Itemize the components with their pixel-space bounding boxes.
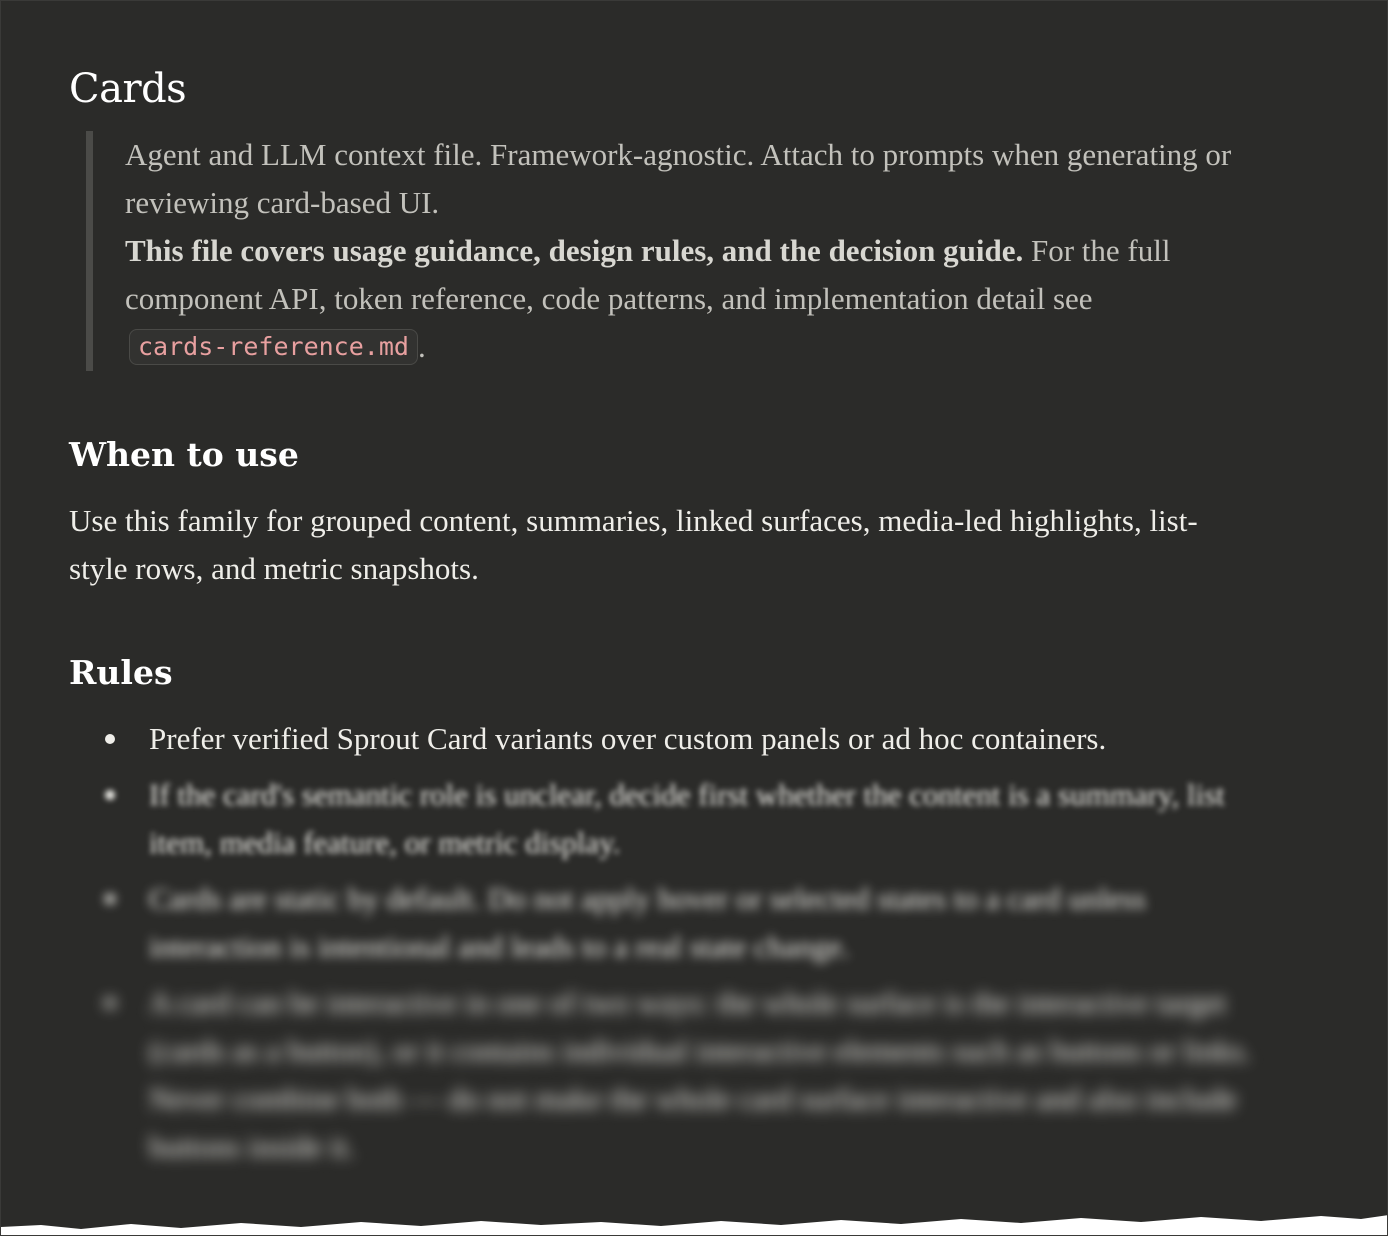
bullet-icon [105,894,115,904]
rules-list [69,715,1269,1171]
rules-heading: Rules [69,653,173,692]
intro-blockquote [69,131,1305,371]
when-to-use-heading: When to use [69,435,299,474]
list-item [69,715,1269,763]
reference-file-code: cards-reference.md [129,329,418,365]
rule-text: Prefer verified Sprout Card variants over custom panels or ad hoc containers. [149,721,1107,756]
rule-text: Cards are static by default. Do not apply hover or selected states to a card unless interaction is intentional and leads to a real state change. [149,881,1146,964]
blockquote-bar [86,131,93,371]
list-item [69,771,1269,867]
rule-text: If the card's semantic role is unclear, decide first whether the content is a summary, list item, media feature, or metric display. [149,777,1225,860]
list-item [69,979,1269,1171]
bullet-icon [105,998,115,1008]
torn-paper-edge [1,1207,1388,1235]
page-title: Cards [69,66,187,112]
rule-text: A card can be interactive in one of two ways: the whole surface is the interactive target (cards as a button), or it contains individual interactive elements such as buttons or links. Never combine both — do not make the whole card surface interactive and also include buttons inside it. [149,985,1251,1164]
list-item [69,875,1269,971]
bullet-icon [105,790,115,800]
intro-scope [125,227,1305,371]
intro-bold: This file covers usage guidance, design rules, and the decision guide. [125,233,1024,268]
bullet-icon [105,734,115,744]
intro-rest: For the full component API, token reference, code patterns, and implementation detail see [125,233,1171,316]
document-content [69,61,1269,1179]
intro-line: Agent and LLM context file. Framework-agnostic. Attach to prompts when generating or reviewing card-based UI. [125,137,1232,220]
when-to-use-text: Use this family for grouped content, summaries, linked surfaces, media-led highlights, list-style rows, and metric snapshots. [69,503,1198,586]
intro-end: . [417,329,426,364]
